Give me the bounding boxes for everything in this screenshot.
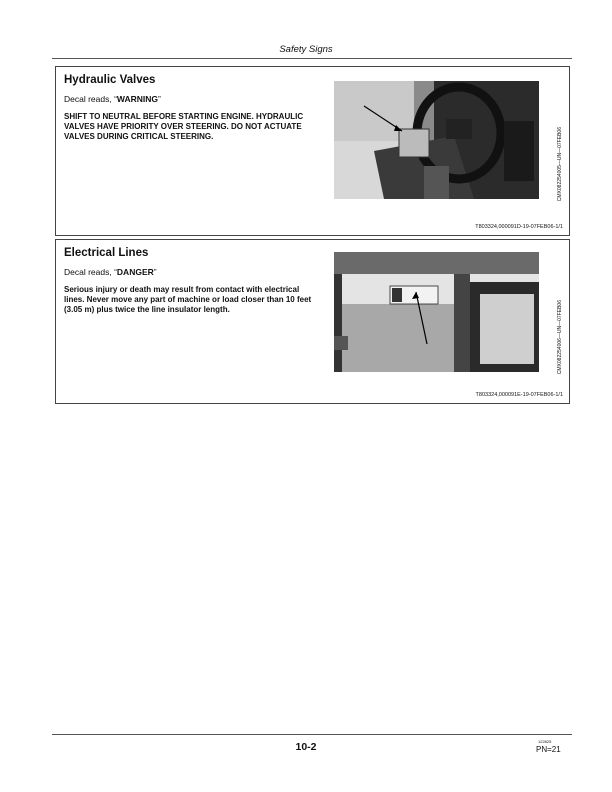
decal-signal-word: DANGER — [116, 267, 154, 277]
page-number: 10-2 — [295, 741, 317, 753]
decal-caption: Decal reads, “DANGER” — [64, 267, 157, 277]
page-header-title: Safety Signs — [279, 44, 333, 55]
decal-text: Serious injury or death may result from contact with electrical lines. Never move any part of machine or load closer than 10 feet (3.05 m) plus twice the line insulator length. — [64, 285, 312, 314]
reference-code: T803324,000091D-19-07FEB06-1/1 — [475, 224, 563, 230]
decal-signal-word: WARNING — [116, 94, 159, 104]
steering-wheel-photo — [334, 81, 539, 199]
image-code: CMX082254005—UN—07FEB06 — [557, 127, 563, 202]
decal-caption: Decal reads, “WARNING” — [64, 94, 161, 104]
footer-tiny-code: 122825 — [538, 739, 552, 744]
decal-text: SHIFT TO NEUTRAL BEFORE STARTING ENGINE. HYDRAULIC VALVES HAVE PRIORITY OVER STEERING. DO NOT ACTUATE VALVES DURING CRITICAL STEERING. — [64, 112, 304, 141]
pn-label: PN=21 — [536, 745, 561, 754]
header-divider — [52, 58, 572, 59]
section-title: Electrical Lines — [64, 247, 149, 259]
section-title: Hydraulic Valves — [64, 74, 156, 86]
hydraulic-valves-section — [55, 66, 570, 236]
reference-code: T803324,000091E-19-07FEB06-1/1 — [475, 392, 563, 398]
image-code: CMX082254006—UN—07FEB06 — [557, 300, 563, 375]
footer-divider — [52, 734, 572, 735]
electrical-lines-section — [55, 239, 570, 404]
cab-window-photo — [334, 252, 539, 372]
